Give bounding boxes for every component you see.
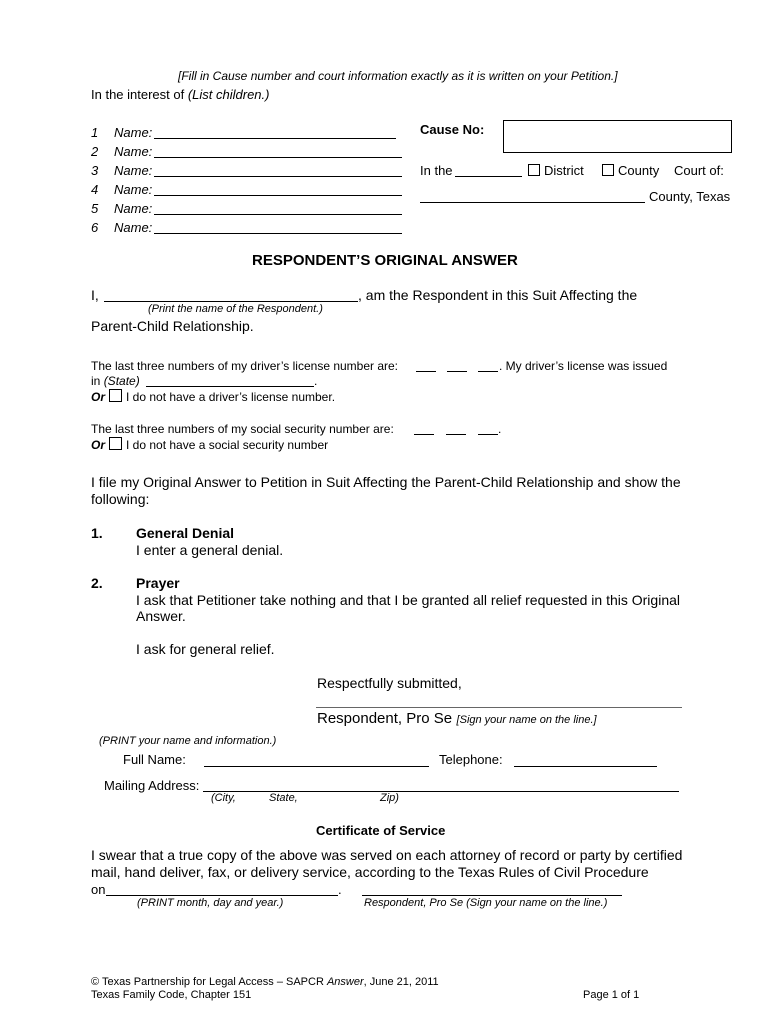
child-4-name-field[interactable] xyxy=(154,195,402,196)
child-2-num: 2 xyxy=(91,144,99,159)
child-5-label: Name: xyxy=(114,201,153,216)
state-hint: State, xyxy=(269,792,298,804)
county-texas-label: County, Texas xyxy=(649,189,731,204)
county-checkbox[interactable] xyxy=(602,164,614,176)
no-license-label: I do not have a driver’s license number. xyxy=(126,390,336,404)
ssn-digit-1-field[interactable] xyxy=(414,434,434,435)
child-4-label: Name: xyxy=(114,182,153,197)
child-5-num: 5 xyxy=(91,201,99,216)
child-3-label: Name: xyxy=(114,163,153,178)
child-6-name-field[interactable] xyxy=(154,233,402,234)
child-6-label: Name: xyxy=(114,220,153,235)
section-2-body-line1: I ask that Petitioner take nothing and that I be granted all relief requested in this Original xyxy=(136,592,680,608)
section-1-body: I enter a general denial. xyxy=(136,542,284,558)
section-2-number: 2. xyxy=(91,575,103,591)
print-info-hint: (PRINT your name and information.) xyxy=(99,735,277,747)
ssn-or-label: Or xyxy=(91,438,106,452)
respondent-pro-se-label: Respondent, Pro Se xyxy=(317,710,453,727)
certificate-title: Certificate of Service xyxy=(316,823,446,838)
footer-copyright-italic: Answer xyxy=(326,976,364,988)
license-state-hint: (State) xyxy=(103,374,140,388)
child-5-name-field[interactable] xyxy=(154,214,402,215)
sign-name-hint: [Sign your name on the line.] xyxy=(456,714,597,726)
footer-family-code: Texas Family Code, Chapter 151 xyxy=(91,989,252,1001)
respondent-signature-caption xyxy=(317,710,597,728)
certificate-sign-hint: Respondent, Pro Se (Sign your name on the line.) xyxy=(364,897,608,909)
interest-list-hint: (List children.) xyxy=(187,87,270,102)
respondent-signature-field[interactable] xyxy=(316,707,682,708)
certificate-signature-field[interactable] xyxy=(362,895,622,896)
footer-copyright-prefix: © Texas Partnership for Legal Access – SAPCR xyxy=(91,976,327,988)
cause-label: Cause No: xyxy=(420,122,485,137)
filing-statement-line2: following: xyxy=(91,491,150,507)
cause-number-box[interactable] xyxy=(503,120,732,153)
district-checkbox[interactable] xyxy=(528,164,540,176)
page-title: RESPONDENT’S ORIGINAL ANSWER xyxy=(252,252,518,269)
child-3-name-field[interactable] xyxy=(154,176,402,177)
ssn-period: . xyxy=(498,422,502,436)
child-2-label: Name: xyxy=(114,144,153,159)
no-ssn-option[interactable] xyxy=(91,437,328,452)
section-1-number: 1. xyxy=(91,525,103,541)
court-of-label: Court of: xyxy=(674,163,724,178)
full-name-label: Full Name: xyxy=(123,752,186,767)
certificate-line2: mail, hand deliver, fax, or delivery service, according to the Texas Rules of Civil Procedure xyxy=(91,864,649,880)
ssn-line: The last three numbers of my social security number are: xyxy=(91,422,394,436)
child-3-num: 3 xyxy=(91,163,99,178)
interest-prefix: In the interest of xyxy=(91,87,188,102)
section-2-body-line2: Answer. xyxy=(136,608,186,624)
telephone-label: Telephone: xyxy=(439,752,503,767)
license-digit-3-field[interactable] xyxy=(478,371,498,372)
district-label: District xyxy=(544,163,584,178)
respectfully-submitted: Respectfully submitted, xyxy=(317,675,462,691)
fill-instruction: [Fill in Cause number and court information exactly as it is written on your Petition.] xyxy=(178,69,618,83)
court-number-field[interactable] xyxy=(455,176,522,177)
mailing-address-label: Mailing Address: xyxy=(104,778,200,793)
no-license-checkbox[interactable] xyxy=(109,389,122,402)
section-1-title: General Denial xyxy=(136,525,235,541)
zip-hint: Zip) xyxy=(380,792,399,804)
general-relief-text: I ask for general relief. xyxy=(136,641,275,657)
license-state-field[interactable] xyxy=(146,386,314,387)
county-name-field[interactable] xyxy=(420,202,645,203)
child-1-name-field[interactable] xyxy=(154,138,396,139)
license-line: The last three numbers of my driver’s license number are: xyxy=(91,359,399,373)
print-date-hint: (PRINT month, day and year.) xyxy=(137,897,284,909)
footer-copyright xyxy=(91,976,439,988)
no-license-option[interactable] xyxy=(91,389,335,404)
certificate-period: . xyxy=(338,882,342,897)
relationship-text: Parent-Child Relationship. xyxy=(91,318,254,334)
license-state-period: . xyxy=(314,374,318,388)
license-digit-2-field[interactable] xyxy=(447,371,467,372)
section-2-title: Prayer xyxy=(136,575,180,591)
county-option[interactable] xyxy=(602,163,659,178)
footer-copyright-suffix: , June 21, 2011 xyxy=(363,976,439,988)
in-the-label: In the xyxy=(420,163,453,178)
ssn-digit-2-field[interactable] xyxy=(446,434,466,435)
child-6-num: 6 xyxy=(91,220,99,235)
no-ssn-checkbox[interactable] xyxy=(109,437,122,450)
am-respondent-text: , am the Respondent in this Suit Affecting the xyxy=(358,287,638,303)
service-date-field[interactable] xyxy=(106,895,338,896)
filing-statement-line1: I file my Original Answer to Petition in Suit Affecting the Parent-Child Relationship and show the xyxy=(91,474,681,490)
child-1-label: Name: xyxy=(114,125,153,140)
no-ssn-label: I do not have a social security number xyxy=(126,438,329,452)
footer-page-number: Page 1 of 1 xyxy=(583,989,640,1001)
child-4-num: 4 xyxy=(91,182,99,197)
child-2-name-field[interactable] xyxy=(154,157,402,158)
telephone-field[interactable] xyxy=(514,766,657,767)
respondent-name-hint: (Print the name of the Respondent.) xyxy=(148,303,323,315)
license-state-line xyxy=(91,374,140,388)
certificate-line1: I swear that a true copy of the above was served on each attorney of record or party by certified xyxy=(91,847,683,863)
ssn-digit-3-field[interactable] xyxy=(478,434,498,435)
full-name-field[interactable] xyxy=(204,766,429,767)
license-or-label: Or xyxy=(91,390,106,404)
certificate-on-label: on xyxy=(91,882,106,897)
child-1-num: 1 xyxy=(91,125,99,140)
district-option[interactable] xyxy=(528,163,584,178)
respondent-name-field[interactable] xyxy=(104,301,358,302)
license-issued-text: . My driver’s license was issued xyxy=(499,359,668,373)
county-label: County xyxy=(618,163,660,178)
license-in-label: in xyxy=(91,374,104,388)
license-digit-1-field[interactable] xyxy=(416,371,436,372)
interest-line xyxy=(91,87,269,102)
city-hint: (City, xyxy=(211,792,236,804)
i-label: I, xyxy=(91,287,99,303)
